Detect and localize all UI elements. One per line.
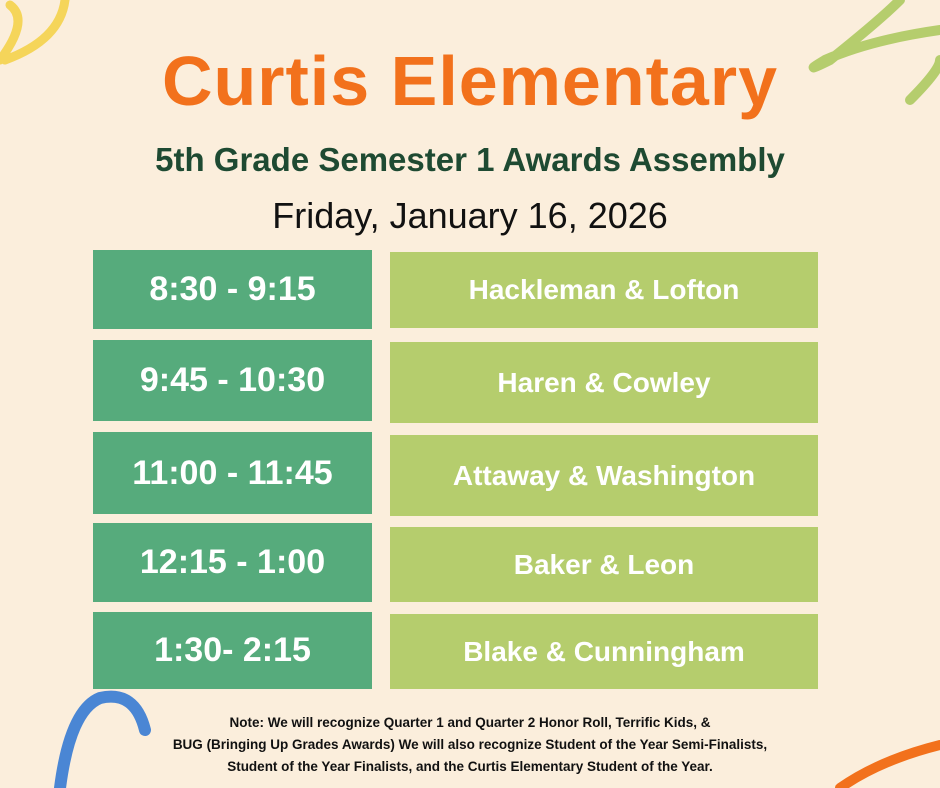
time-slot: 11:00 - 11:45: [93, 432, 372, 514]
note-line: BUG (Bringing Up Grades Awards) We will also recognize Student of the Year Semi-Finalists,: [172, 737, 768, 752]
school-title: Curtis Elementary: [161, 42, 779, 120]
time-slot: 12:15 - 1:00: [93, 523, 372, 602]
class-group: Blake & Cunningham: [390, 614, 818, 689]
time-slot: 8:30 - 9:15: [93, 250, 372, 329]
event-subtitle: 5th Grade Semester 1 Awards Assembly: [155, 141, 785, 178]
class-group: Hackleman & Lofton: [390, 252, 818, 328]
class-group: Attaway & Washington: [390, 435, 818, 516]
class-group: Haren & Cowley: [390, 342, 818, 423]
class-group: Baker & Leon: [390, 527, 818, 602]
awards-note: [90, 712, 850, 778]
orange-squiggle: [840, 745, 940, 788]
note-line: Student of the Year Finalists, and the Curtis Elementary Student of the Year.: [227, 759, 713, 774]
event-date: Friday, January 16, 2026: [272, 195, 668, 236]
time-slot: 1:30- 2:15: [93, 612, 372, 689]
note-line: Note: We will recognize Quarter 1 and Quarter 2 Honor Roll, Terrific Kids, &: [229, 715, 711, 730]
time-slot: 9:45 - 10:30: [93, 340, 372, 421]
